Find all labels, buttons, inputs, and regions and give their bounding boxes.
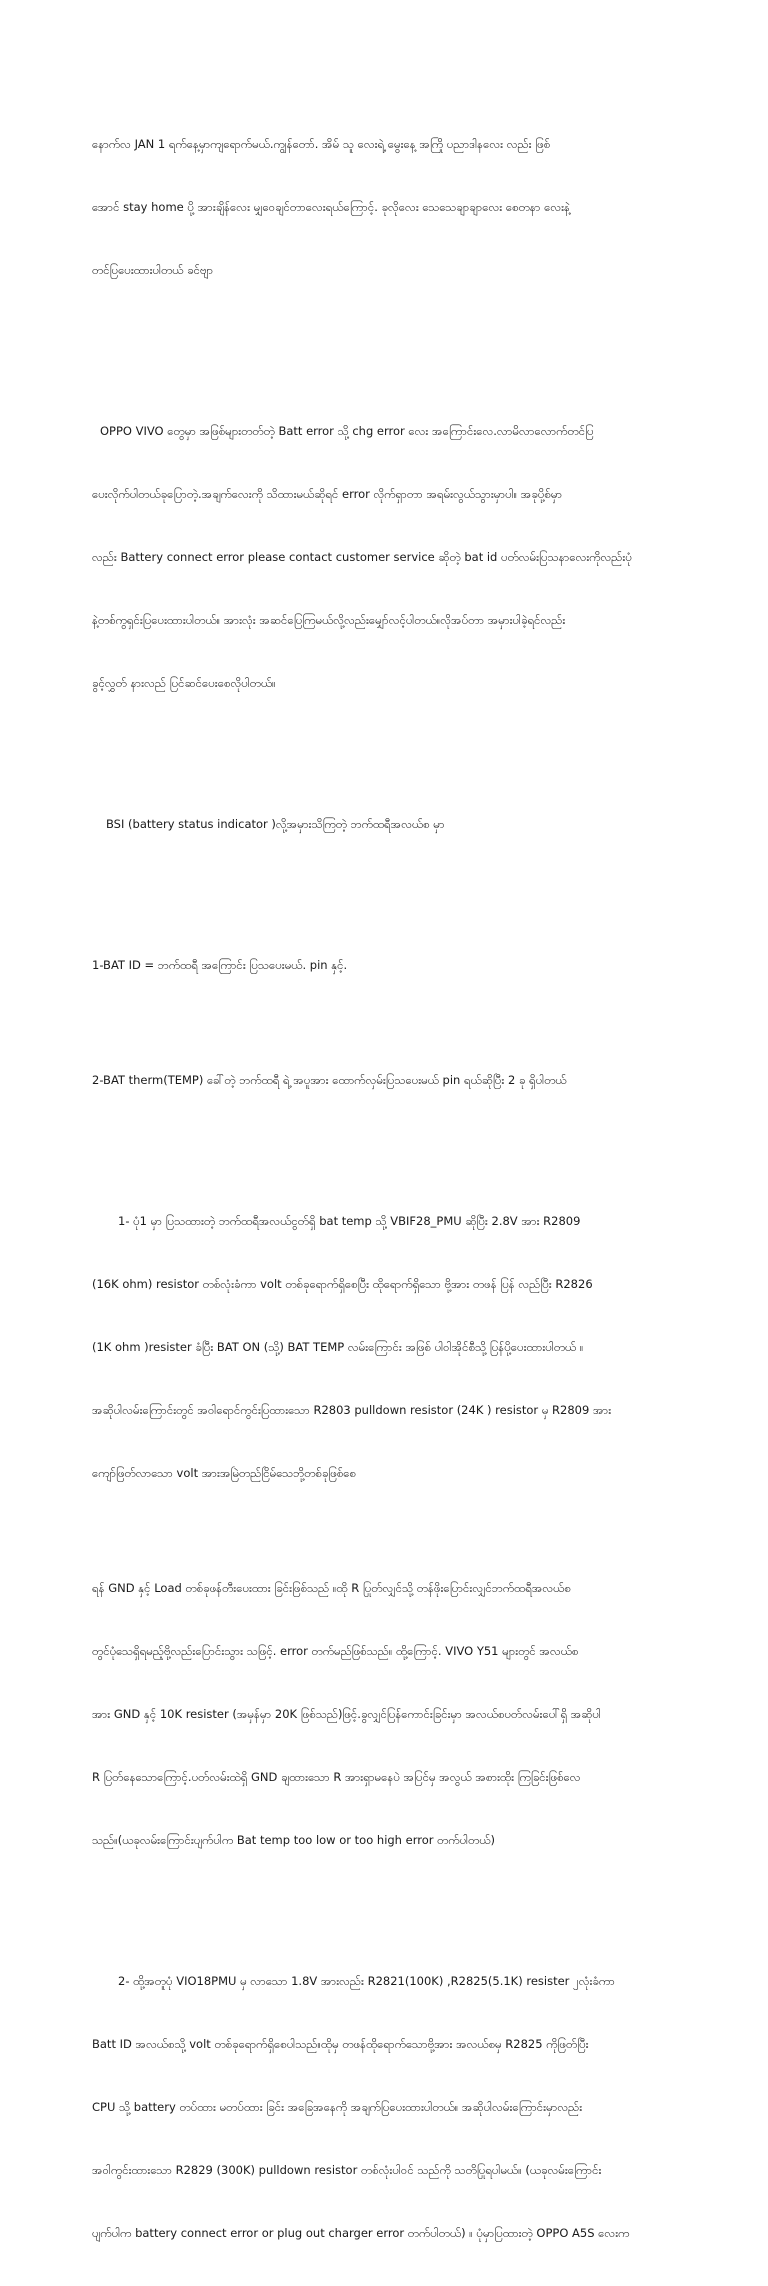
bat-therm-item — [92, 1028, 676, 1133]
text-line: 2-BAT therm(TEMP) ခေါ်တဲ့ ဘက်ထရီ ရဲ့ အပူအား ထောက်လှမ်းပြသပေးမယ် pin ရယ်ဆိုပြီး 2 ခု ရှိပါတယ် — [92, 1073, 567, 1087]
text-line: BSI (battery status indicator )လို့အမှားသိကြတဲ့ ဘက်ထရီအလယ်စ မှာ — [106, 817, 445, 831]
spacer — [92, 1133, 676, 1169]
text-line: အဝါကွင်းထားသော R2829 (300K) pulldown resistor တစ်လုံးပါဝင် သည်ကို သတိပြုရပါမယ်။ (ယခုလမ်းကြောင်း — [92, 2163, 602, 2177]
text-line: (16K ohm) resistor တစ်လုံးခံကာ volt တစ်ခုရောက်ရှိစေပြီး ထိုရောက်ရှိသော ဗို့အား တဖန် ပြန် လည်ပြီး R2826 — [92, 1277, 593, 1291]
spacer — [92, 1893, 676, 1929]
text-line: R ပြတ်နေသောကြောင့်.ပတ်လမ်းထဲရှိ GND ချထားသော R အားရှာမနေပဲ အပြင်မှ အလွယ် အစားထိုး ကြခြင်းဖြစ်လေ — [92, 1770, 581, 1784]
text-line: Batt ID အလယ်စသို့ volt တစ်ခုရောက်ရှိစေပါသည်။ထိုမှ တဖန်ထိုရောက်သောဗို့အား အလယ်စမှ R2825 ကိုဖြတ်ပြီး — [92, 2037, 589, 2051]
text-line: အဆိုပါလမ်းကြောင်းတွင် အဝါရောင်ကွင်းပြထားသော R2803 pulldown resistor (24K ) resistor မှ R2809 အား — [92, 1403, 612, 1417]
bsi-heading-paragraph — [92, 772, 676, 877]
text-line: ပေးလိုက်ပါတယ်ခုပြောတဲ့.အချက်လေးကို သိထားမယ်ဆိုရင် error လိုက်ရှာတာ အရမ်းလွယ်သွားမှာပါ။ အခုပို့စ်မှာ — [92, 487, 563, 501]
text-line: ကျော်ဖြတ်လာသော volt အားအမြဲတည်ငြိမ်သေဘို့တစ်ခုဖြစ်စေ — [92, 1466, 357, 1480]
text-line: တင်ပြပေးထားပါတယ် ခင်ဗျာ — [92, 263, 214, 277]
spacer — [92, 736, 676, 772]
text-line: (1K ohm )resister ခံပြီး BAT ON (သို့) BAT TEMP လမ်းကြောင်း အဖြစ် ပါဝါအိုင်စီသို့ ပြန်ပို့ပေးထားပါတယ် ။ — [92, 1340, 584, 1354]
spacer — [92, 323, 676, 379]
text-line: သည်။(ယခုလမ်းကြောင်းပျက်ပါက Bat temp too low or too high error တက်ပါတယ်) — [92, 1833, 495, 1847]
text-line: အား GND နှင့် 10K resister (အမှန်မှာ 20K ဖြစ်သည်)ဖြင့်.ခွလျှင်ပြန်ကောင်းခြင်းမှာ အလယ်စပတ်လမ်းပေါ်ရှိ အဆိုပါ — [92, 1707, 601, 1721]
spacer — [92, 1526, 676, 1536]
text-line: နဲ့တစ်ကွရှင်းပြပေးထားပါတယ်။ အားလုံး အဆင်ပြေကြမယ်လို့လည်းမျှော်လင့်ပါတယ်။လိုအပ်တာ အမှားပါခဲ့ရင်လည်း — [92, 613, 566, 627]
bat-id-item — [92, 913, 676, 1018]
text-line: ခွင့်လွှတ် နားလည် ပြင်ဆင်ပေးစေလိုပါတယ်။ — [92, 676, 276, 690]
text-line: နောက်လ JAN 1 ရက်နေ့မှာကျရောက်မယ်.ကျွန်တော်. အိမ် သူ လေးရဲ့ မွေးနေ့ အကြို ပညာဒါနလေး လည်း ဖြစ် — [92, 137, 551, 151]
section-1-paragraph — [92, 1169, 676, 1526]
text-line: OPPO VIVO တွေမှာ အဖြစ်များတတ်တဲ့ Batt error သို့ chg error လေး အကြောင်းလေ.လာမိလာလောက်တင်ပြ — [100, 424, 594, 438]
section-1-continued-paragraph — [92, 1536, 676, 1893]
section-2-paragraph — [92, 1929, 676, 2286]
spacer — [92, 877, 676, 913]
text-line: CPU သို့ battery တပ်ထား မတပ်ထား ခြင်း အခြေအနေကို အချက်ပြပေးထားပါတယ်။ အဆိုပါလမ်းကြောင်းမှာလည်း — [92, 2100, 583, 2114]
text-line: ရန် GND နှင့် Load တစ်ခုဖန်တီးပေးထား ခြင်းဖြစ်သည် ။ထို R ပြုတ်လျှင်သို့ တန်ဖိုးပြောင်းလျှင်ဘက်ထရီအလယ်စ — [92, 1581, 571, 1595]
intro-paragraph — [92, 92, 676, 323]
text-line: 1- ပုံ1 မှာ ပြသထားတဲ့ ဘက်ထရီအလယ်ငွတ်ရှိ bat temp သို့ VBIF28_PMU ဆိုပြီး 2.8V အား R2809 — [118, 1214, 581, 1228]
spacer — [92, 1018, 676, 1028]
oppo-vivo-paragraph — [92, 379, 676, 736]
text-line: ပျက်ပါက battery connect error or plug out charger error တက်ပါတယ်) ။ ပုံမှာပြထားတဲ့ OPPO A5S လေးက — [92, 2226, 630, 2240]
text-line: အောင် stay home ပို့ အားချိန်လေး မျှဝေချင်တာလေးရယ်ကြောင့်. ခုလိုလေး သေသေချာချာလေး စေတနာ လေးနဲ့ — [92, 200, 571, 214]
text-line: လည်း Battery connect error please contact customer service ဆိုတဲ့ bat id ပတ်လမ်းပြသနာလေးကိုလည်းပုံ — [92, 550, 632, 564]
text-line: 1-BAT ID = ဘက်ထရီ အကြောင်း ပြသပေးမယ်. pin နှင့်. — [92, 958, 348, 972]
text-line: တွင်ပုံသေရှိရမည့်ဗို့လည်းပြောင်းသွား သဖြင့်. error တက်မည်ဖြစ်သည်။ ထို့ကြောင့်. VIVO Y51 များတွင် အလယ်စ — [92, 1644, 579, 1658]
text-line: 2- ထို့အတူပုံ VIO18PMU မှ လာသော 1.8V အားလည်း R2821(100K) ,R2825(5.1K) resister ၂လုံးခံကာ — [118, 1974, 615, 1988]
